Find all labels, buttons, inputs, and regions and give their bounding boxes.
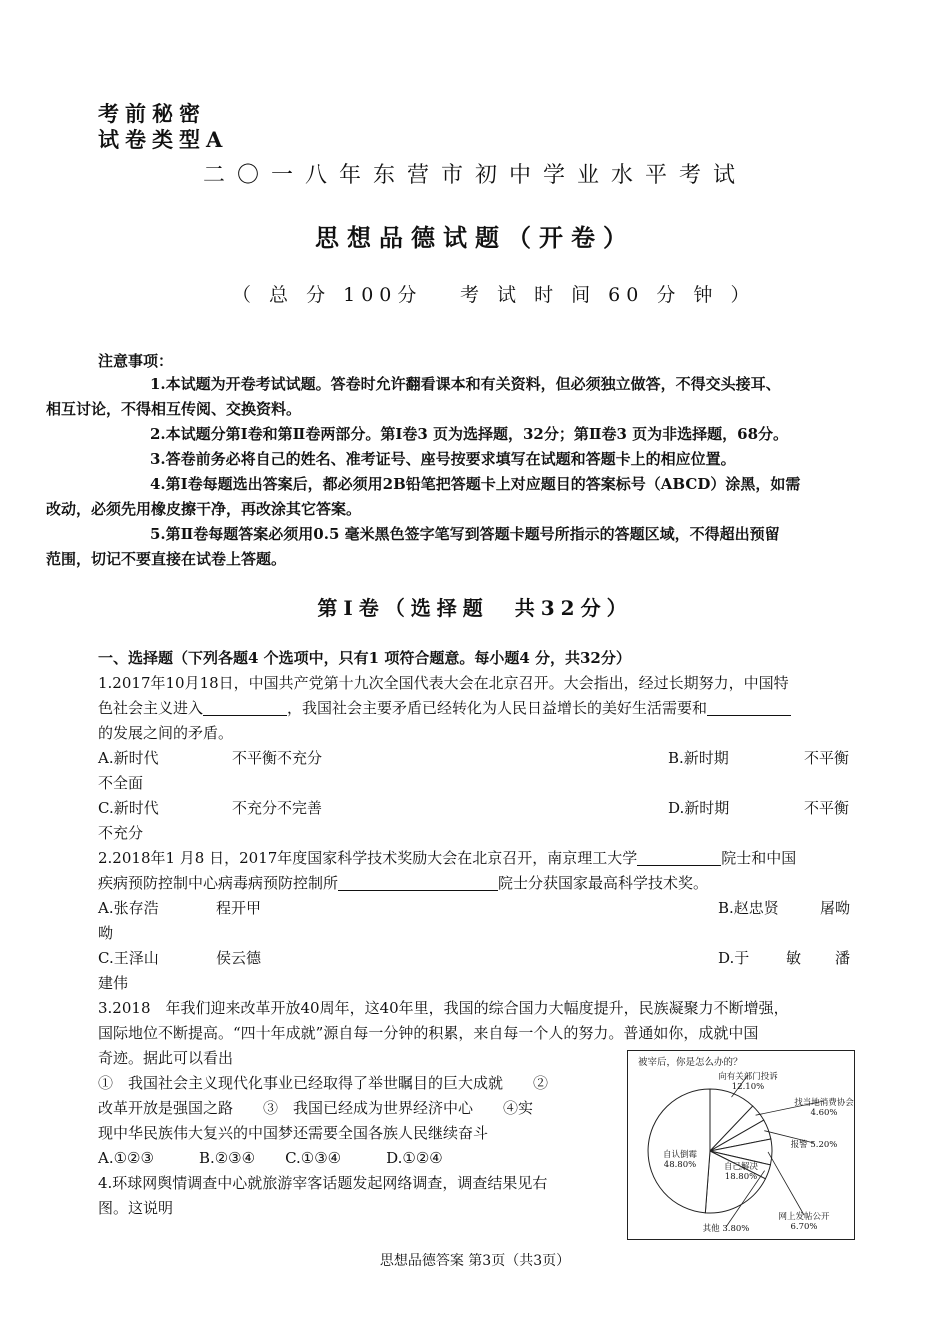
pie-value-label-1: 4.60% [810, 1108, 838, 1118]
q1-option-d-text-cont: 不充分 [98, 824, 144, 842]
notice-item-2: 2.本试题分第Ⅰ卷和第Ⅱ卷两部分。第Ⅰ卷3 页为选择题，32分；第Ⅱ卷3 页为非选择题，68分。 [150, 425, 789, 443]
notice-item-3: 3.答卷前务必将自己的姓名、准考证号、座号按要求填写在试题和答题卡上的相应位置。 [150, 450, 736, 468]
q2-line-1: 2.2018年1 月8 日，2017年度国家科学技术奖励大会在北京召开，南京理工大学 院士和中国 [98, 849, 797, 867]
q3-options: A.①②③ B.②③④ C.①③④ D.①②④ [98, 1149, 443, 1167]
q1-option-b-label: B.新时期 [668, 749, 729, 767]
q3-line-2: 国际地位不断提高。“四十年成就”源自每一分钟的积累，来自每一个人的努力。普通如你，成就中国 [98, 1024, 759, 1042]
section-instruction: 一、选择题（下列各题4 个选项中，只有1 项符合题意。每小题4 分，共32分） [98, 649, 631, 667]
q1-blank-1 [203, 699, 287, 716]
q1-option-d-text: 不平衡 [804, 799, 850, 817]
pie-label-1: 找当地消费协会 [794, 1098, 854, 1108]
q2-option-d-mid: 敏 [786, 949, 802, 967]
q3-line-6: 现中华民族伟大复兴的中国梦还需要全国各族人民继续奋斗 [98, 1124, 489, 1142]
q2-option-c-label: C.王泽山 [98, 949, 159, 967]
pie-value-label-5: 18.80% [724, 1172, 758, 1182]
pie-leader-line-3 [768, 1152, 804, 1215]
pie-label-0: 向有关部门投诉 [718, 1072, 778, 1082]
q4-line-1: 4.环球网舆情调查中心就旅游宰客话题发起网络调查，调查结果见右 [98, 1174, 548, 1192]
section-title: 第Ⅰ卷（选择题 共32分） [317, 596, 633, 620]
survey-pie-chart [627, 1050, 855, 1240]
q3-line-5: 改革开放是强国之路 ③ 我国已经成为世界经济中心 ④实 [98, 1099, 534, 1117]
notice-item-4: 4.第Ⅰ卷每题选出答案后，都必须用2B铅笔把答题卡上对应题目的答案标号（ABCD）涂黑，如需 改动，必须先用橡皮擦干净，再改涂其它答案。 [46, 475, 801, 518]
q2-blank-1 [637, 849, 721, 866]
q2-option-a-label: A.张存浩 [98, 899, 159, 917]
q2-option-d-text-cont: 建伟 [98, 974, 129, 992]
paper-type-label: 试卷类型A [98, 127, 229, 152]
pie-label-6: 自认倒霉 [662, 1150, 698, 1160]
pie-label-5: 自己解决 [723, 1162, 759, 1172]
q1-option-c-label: C.新时代 [98, 799, 159, 817]
q2-option-d-label: D.于 [718, 949, 750, 967]
pie-chart-svg [628, 1051, 854, 1239]
q2-line-2: 疾病预防控制中心病毒病预防控制所 院士分获国家最高科学技术奖。 [98, 874, 709, 892]
q1-blank-2 [707, 699, 791, 716]
notice-item-5: 5.第Ⅱ卷每题答案必须用0.5 毫米黑色签字笔写到答题卡题号所指示的答题区域，不得超出预留 范围，切记不要直接在试卷上答题。 [46, 525, 780, 568]
q2-option-b-text: 屠呦 [820, 899, 851, 917]
q2-option-d-text: 潘 [835, 949, 851, 967]
pie-value-label-6: 48.80% [663, 1160, 697, 1170]
q1-option-b-text-cont: 不全面 [98, 774, 144, 792]
q1-option-b-text: 不平衡 [804, 749, 850, 767]
exam-time: 考 试 时 间 60 分 钟 ） [460, 284, 756, 306]
q1-option-d-label: D.新时期 [668, 799, 730, 817]
chart-title: 被宰后，你是怎么办的？ [638, 1057, 743, 1068]
q2-option-b-text-cont: 呦 [98, 924, 114, 942]
pie-label-4: 其他 3.80% [702, 1224, 750, 1234]
subject-title: 思想品德试题（开卷） [315, 223, 635, 252]
q1-option-a-label: A.新时代 [98, 749, 159, 767]
pie-label-2: 报警 5.20% [790, 1140, 838, 1150]
q3-line-1: 3.2018 年我们迎来改革开放40周年，这40年里，我国的综合国力大幅度提升，民族凝聚力不断增强， [98, 999, 789, 1017]
page-footer: 思想品德答案 第3页（共3页） [379, 1253, 571, 1269]
notice-title: 注意事项： [98, 352, 174, 370]
q1-line-3: 的发展之间的矛盾。 [98, 724, 234, 742]
q3-line-3: 奇迹。据此可以看出 [98, 1049, 234, 1067]
exam-title: 二〇一八年东营市初中学业水平考试 [202, 163, 747, 188]
q2-option-c-text: 侯云德 [216, 949, 262, 967]
pie-value-label-3: 6.70% [790, 1222, 818, 1232]
pie-label-3: 网上发帖公开 [778, 1212, 830, 1222]
q3-line-4: ① 我国社会主义现代化事业已经取得了举世瞩目的巨大成就 ② [98, 1074, 549, 1092]
total-score: （ 总 分 100分 [232, 284, 423, 306]
notice-item-1: 1.本试题为开卷考试试题。答卷时允许翻看课本和有关资料，但必须独立做答，不得交头接耳、 相互讨论，不得相互传阅、交换资料。 [46, 375, 781, 418]
q1-line-2: 色社会主义进入 ，我国社会主要矛盾已经转化为人民日益增长的美好生活需要和 [98, 697, 791, 718]
q1-option-c-text: 不充分不完善 [232, 799, 323, 817]
secret-label: 考前秘密 [98, 101, 206, 126]
q2-option-a-text: 程开甲 [216, 899, 262, 917]
q2-option-b-label: B.赵忠贤 [718, 899, 779, 917]
q4-line-2: 图。这说明 [98, 1199, 174, 1217]
pie-value-label-0: 12.10% [731, 1082, 765, 1092]
q2-blank-2 [338, 874, 498, 891]
q1-option-a-text: 不平衡不充分 [232, 749, 323, 767]
q1-line-1: 1.2017年10月18日，中国共产党第十九次全国代表大会在北京召开。大会指出，经过长期努力，中国特 [98, 674, 789, 692]
